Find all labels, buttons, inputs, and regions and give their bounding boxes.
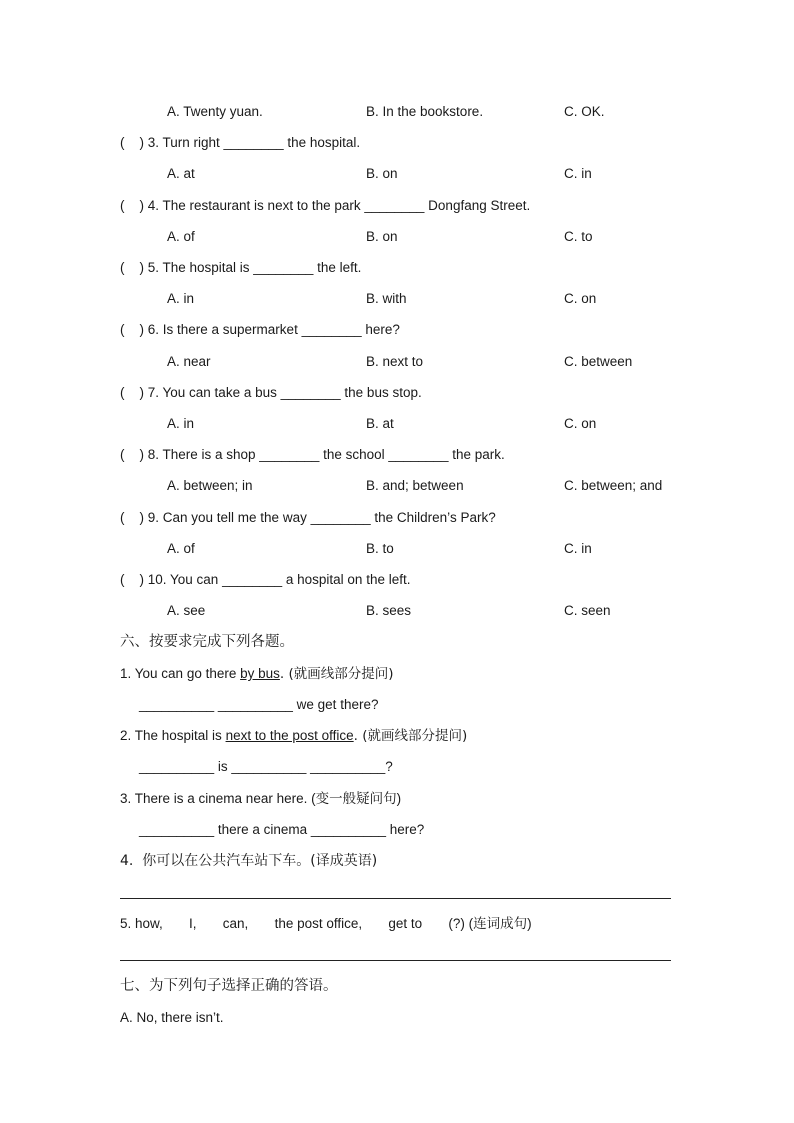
s6-question-5: 5. how, I, can, the post office, get to (?) (连词成句) [120, 916, 532, 931]
option-c: C. in [564, 166, 592, 181]
s6-q1-underlined: by bus [240, 666, 280, 681]
s6-q1-answer-line: __________ __________ we get there? [139, 697, 379, 712]
q2-option-c: C. OK. [564, 104, 605, 119]
option-a: A. of [167, 229, 195, 244]
option-c: C. seen [564, 603, 611, 618]
s6-question-1 [120, 665, 394, 683]
s6-q2-text: 2. The hospital is [120, 728, 226, 743]
question-stem: ( ) 7. You can take a bus ________ the bus stop. [120, 385, 422, 400]
option-b: B. and; between [366, 478, 464, 493]
s6-question-4: 4. 你可以在公共汽车站下车。(译成英语) [120, 853, 378, 869]
question-stem: ( ) 3. Turn right ________ the hospital. [120, 135, 361, 150]
option-a: A. in [167, 416, 195, 431]
s6-q1-instruction: . (就画线部分提问) [279, 666, 394, 682]
s6-question-2 [120, 727, 467, 745]
option-c: C. between [564, 354, 633, 369]
option-a: A. see [167, 603, 206, 618]
section-seven-heading: 七、为下列句子选择正确的答语。 [120, 978, 338, 994]
question-stem: ( ) 5. The hospital is ________ the left. [120, 260, 362, 275]
s6-q3-answer-line: __________ there a cinema __________ here? [139, 822, 425, 837]
option-c: C. between; and [564, 478, 663, 493]
section-six-heading: 六、按要求完成下列各题。 [120, 634, 294, 650]
q2-option-b: B. In the bookstore. [366, 104, 484, 119]
option-a: A. between; in [167, 478, 253, 493]
question-stem: ( ) 4. The restaurant is next to the park ________ Dongfang Street. [120, 198, 531, 213]
option-c: C. in [564, 541, 592, 556]
s6-q5-answer-rule [120, 960, 671, 961]
option-b: B. with [366, 291, 407, 306]
question-stem: ( ) 6. Is there a supermarket ________ here? [120, 322, 400, 337]
option-a: A. in [167, 291, 195, 306]
option-c: C. to [564, 229, 593, 244]
question-stem: ( ) 9. Can you tell me the way ________ the Children’s Park? [120, 510, 496, 525]
option-c: C. on [564, 291, 597, 306]
s6-q1-text: 1. You can go there [120, 666, 241, 681]
q2-option-a: A. Twenty yuan. [167, 104, 263, 119]
s7-answer-a: A. No, there isn’t. [120, 1010, 224, 1025]
s6-q2-answer-line: __________ is __________ __________? [139, 759, 393, 774]
s6-q2-underlined: next to the post office [225, 728, 354, 743]
option-b: B. at [366, 416, 394, 431]
option-c: C. on [564, 416, 597, 431]
option-a: A. at [167, 166, 195, 181]
s6-q2-instruction: . (就画线部分提问) [353, 728, 468, 744]
question-stem: ( ) 8. There is a shop ________ the school ________ the park. [120, 447, 505, 462]
option-a: A. of [167, 541, 195, 556]
option-b: B. to [366, 541, 394, 556]
option-b: B. sees [366, 603, 412, 618]
s6-question-3: 3. There is a cinema near here. (变一般疑问句) [120, 791, 402, 806]
question-stem: ( ) 10. You can ________ a hospital on the left. [120, 572, 411, 587]
option-b: B. next to [366, 354, 424, 369]
option-a: A. near [167, 354, 211, 369]
option-b: B. on [366, 166, 398, 181]
option-b: B. on [366, 229, 398, 244]
s6-q4-answer-rule [120, 898, 671, 899]
